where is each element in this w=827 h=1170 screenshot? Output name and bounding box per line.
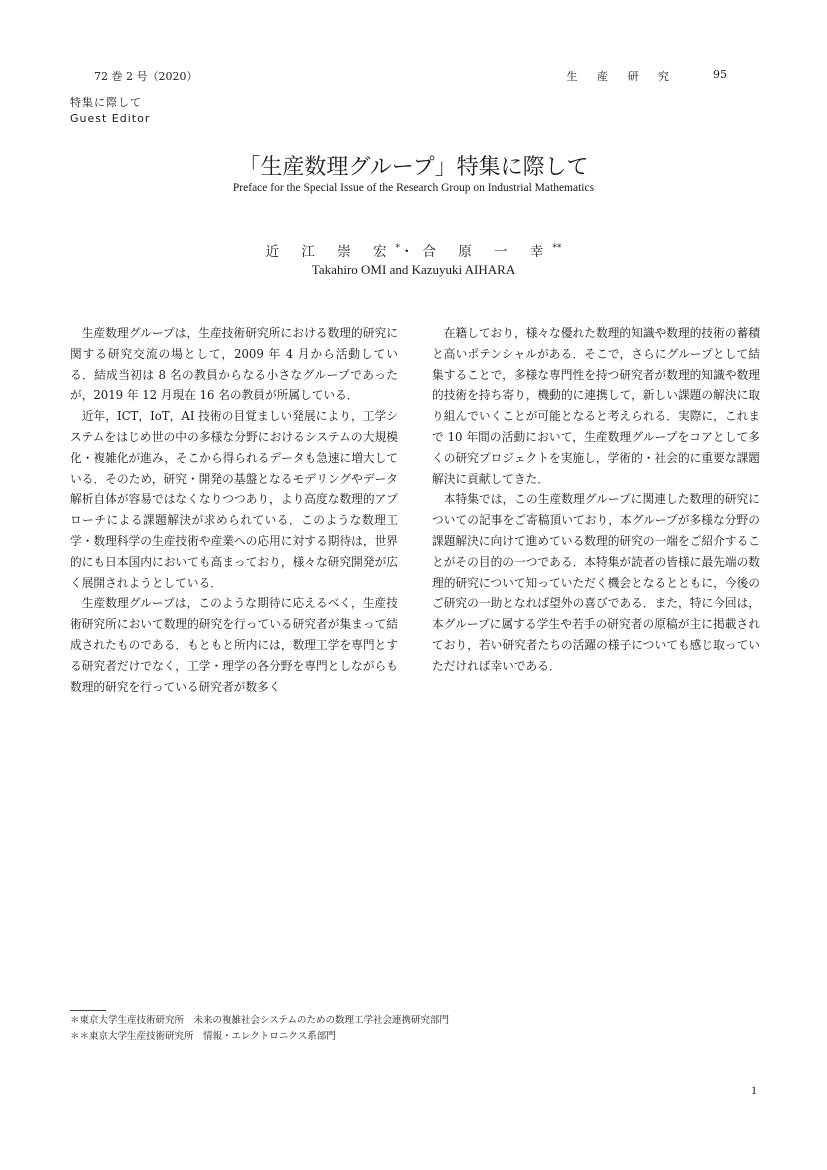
paragraph: 生産数理グループは，このような期待に応えるべく，生産技術研究所において数理的研究を行っている研究者が集まって結成されたものである．もともと所内には，数理工学を専門とする研究者だけでなく，工学・理学の各分野を専門としながらも数理的研究を行っている研究者が数多く	[70, 596, 398, 694]
section-label-ja: 特集に際して	[70, 96, 142, 109]
paragraph: 近年，ICT，IoT，AI 技術の目覚ましい発展により，工学システムをはじめ世の中の多様な分野におけるシステムの大規模化・複雑化が進み，そこから得られるデータも急速に増大している．そのため，研究・開発の基盤となるモデリングやデータ解析自体が容易ではなくなりつつあり，より高度な数理的アプローチによる課題解決が求められている．このような数理工学・数理科学の生産技術や産業への応用に対する期待は，世界的にも日本国内においても高まっており，様々な研究開発が広く展開されようとしている．	[70, 409, 398, 590]
journal-page-number: 95	[713, 68, 727, 81]
journal-name: 生 産 研 究	[566, 70, 677, 83]
authors-japanese	[0, 240, 827, 260]
page-number: 1	[751, 1083, 757, 1097]
section-label-en: Guest Editor	[70, 112, 151, 125]
footnotes	[70, 1013, 449, 1045]
footnote-affiliation-1: ＊東京大学生産技術研究所 未来の複雑社会システムのための数理工学社会連携研究部門	[70, 1015, 450, 1026]
author-separator: ・	[400, 244, 423, 260]
paragraph: 在籍しており，様々な優れた数理的知識や数理的技術の蓄積と高いポテンシャルがある．そこで，さらにグループとして結集することで，多様な専門性を持つ研究者が数理的知識や数理的技術を持ち寄り，機動的に連携して，新しい課題の解決に取り組んでいくことが可能となると考えられる．実際に，これまで 10 年間の活動において，生産数理グループをコアとして多くの研究プロジェクトを実施し，学術的・社会的に重要な課題解決に貢献してきた．	[432, 326, 760, 486]
paragraph: 生産数理グループは，生産技術研究所における数理的研究に関する研究交流の場として，2009 年 4 月から活動している．結成当初は 8 名の教員からなる小さなグループであったが，2019 年 12 月現在 16 名の教員が所属している．	[70, 326, 398, 403]
page-title-english: Preface for the Special Issue of the Research Group on Industrial Mathematics	[232, 182, 595, 194]
author-1-name: 近 江 崇 宏	[265, 244, 396, 260]
body-column-right	[432, 323, 760, 677]
body-column-left	[70, 323, 398, 697]
footnote-affiliation-2: ＊＊東京大学生産技術研究所 情報・エレクトロニクス系部門	[70, 1031, 336, 1042]
issue-info: 72 巻 2 号（2020）	[94, 70, 198, 83]
footnote-divider	[70, 1010, 106, 1011]
running-header	[567, 68, 728, 84]
paragraph: 本特集では，この生産数理グループに関連した数理的研究についての記事をご寄稿頂いており，本グループが多様な分野の課題解決に向けて進めている数理的研究の一端をご紹介することがその目的の一つである．本特集が読者の皆様に最先端の数理的研究について知っていただく機会となるとともに，今後のご研究の一助となれば望外の喜びである．また，特に今回は，本グループに属する学生や若手の研究者の原稿が主に掲載されており，若い研究者たちの活躍の様子についても感じ取っていただければ幸いである．	[432, 492, 760, 673]
section-label	[70, 95, 150, 127]
author-2-name: 合 原 一 幸	[422, 244, 553, 260]
author-1-mark: *	[395, 243, 400, 254]
author-2-mark: **	[552, 243, 562, 254]
page-title: 「生産数理グループ」特集に際して	[238, 155, 589, 180]
authors-english: Takahiro OMI and Kazuyuki AIHARA	[311, 262, 516, 277]
